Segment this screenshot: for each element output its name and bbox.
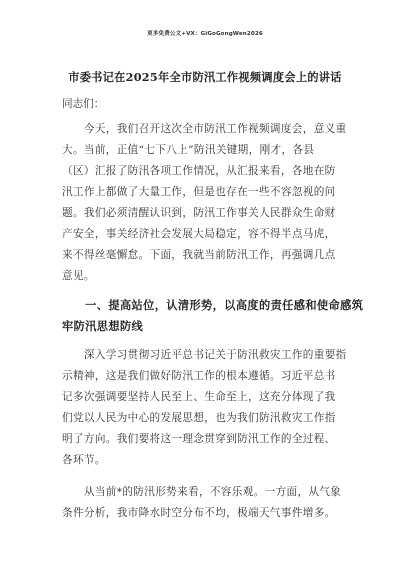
text-line: 明了方向。我们要将这一理念贯穿到防汛工作的全过程、 [62,433,336,445]
paragraph-situation [62,482,349,524]
text-line: （区）汇报了防汛各项工作情况，从汇报来看，各地在防 [62,165,336,177]
salutation: 同志们： [62,98,105,110]
heading-line: 牢防汛思想防线 [62,319,144,333]
heading-line: 一、提高站位，认清形势，以高度的责任感和使命感筑 [62,298,364,312]
text-line: 来不得丝毫懈怠。下面，我就当前防汛工作，再强调几点 [62,249,336,261]
document-title: 市委书记在2025年全市防汛工作视频调度会上的讲话 [68,70,342,84]
header-note: 更多免费公文+VX：GiGoGongWen2026 [147,31,263,37]
paragraph-guidance [62,345,349,471]
text-line: 各环节。 [62,454,106,466]
text-line: 深入学习贯彻习近平总书记关于防汛救灾工作的重要指 [62,349,347,361]
text-line: 条件分析，我市降水时空分布不均，极端天气事件增多。 [62,507,336,519]
text-line: 从当前*的防汛形势来看，不容乐观。一方面，从气象 [62,486,342,498]
paragraph-intro [62,119,349,287]
text-line: 意见。 [62,270,95,282]
text-line: 们党以人民为中心的发展思想，也为我们防汛救灾工作指 [62,412,336,424]
text-line: 题。我们必须清醒认识到，防汛工作事关人民群众生命财 [62,207,336,219]
text-line: 大。当前，正值“七下八上”防汛关键期，刚才，各县 [62,144,315,156]
text-line: 产安全，事关经济社会发展大局稳定，容不得半点马虎， [62,228,336,240]
text-line: 记多次强调要坚持人民至上、生命至上，这充分体现了我 [62,391,336,403]
section-heading-1 [62,295,364,337]
text-line: 汛工作上都做了大量工作，但是也存在一些不容忽视的问 [62,186,336,198]
text-line: 示精神，这是我们做好防汛工作的根本遵循。习近平总书 [62,370,336,382]
text-line: 今天，我们召开这次全市防汛工作视频调度会，意义重 [62,123,347,135]
